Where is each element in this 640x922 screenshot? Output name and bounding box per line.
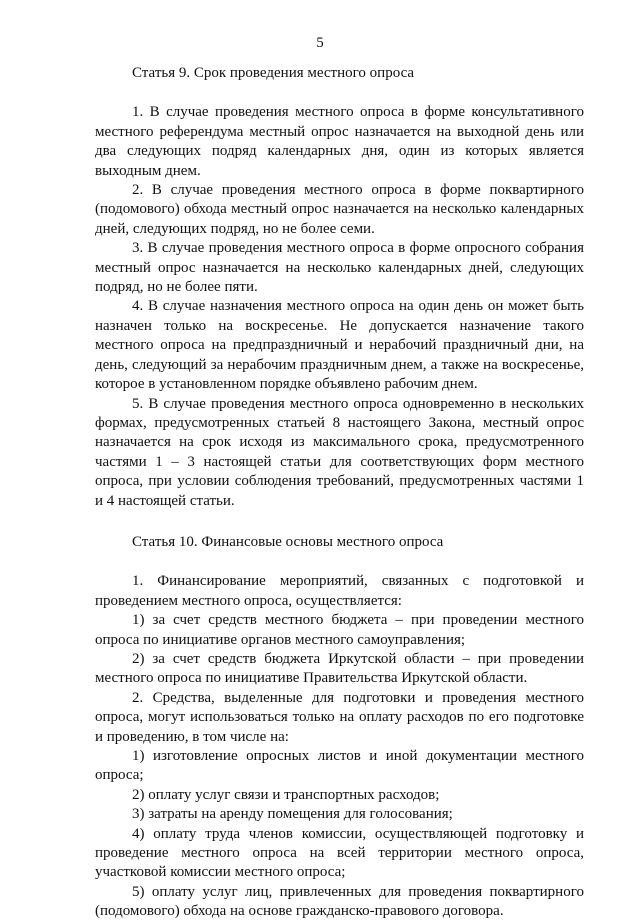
page-number: 5	[316, 35, 324, 51]
document-body	[95, 64, 584, 922]
article-10-paragraph: 1) изготовление опросных листов и иной документации местного опроса;	[95, 748, 584, 784]
spacer	[95, 552, 584, 572]
article-10	[95, 533, 584, 922]
spacer	[95, 83, 584, 103]
article-10-paragraph: 1) за счет средств местного бюджета – при проведении местного опроса по инициативе органов местного самоуправления;	[95, 612, 584, 648]
article-10-paragraph: 2) за счет средств бюджета Иркутской области – при проведении местного опроса по инициативе Правительства Иркутской области.	[95, 650, 584, 687]
article-10-paragraph: 2) оплату услуг связи и транспортных расходов;	[132, 786, 440, 803]
article-10-paragraph: 3) затраты на аренду помещения для голосования;	[132, 806, 453, 823]
article-10-paragraph: 1. Финансирование мероприятий, связанных с подготовкой и проведением местного опроса, осуществляется:	[95, 573, 584, 609]
article-10-paragraph: 2. Средства, выделенные для подготовки и проведения местного опроса, могут использоваться только на оплату расходов по его подготовке и проведению, в том числе на:	[95, 689, 584, 745]
article-9	[95, 64, 584, 511]
article-9-paragraph: 4. В случае назначения местного опроса на один день он может быть назначен только на воскресенье. Не допускается назначение такого местного опроса на предпраздничный и нерабочий праздничный дни, на день, следующий за нерабочим праздничным днем, а также на воскресенье, которое в установленном порядке объявлено рабочим днем.	[95, 298, 584, 393]
article-10-paragraph: 4) оплату труда членов комиссии, осуществляющей подготовку и проведение местного опроса на всей территории местного опроса, участковой комиссии местного опроса;	[95, 825, 584, 881]
article-10-heading: Статья 10. Финансовые основы местного опроса	[132, 533, 444, 550]
article-9-paragraph: 3. В случае проведения местного опроса в форме опросного собрания местный опрос назначается на несколько календарных дней, следующих подряд, но не более пяти.	[95, 240, 584, 296]
article-9-heading: Статья 9. Срок проведения местного опроса	[132, 65, 415, 81]
article-9-paragraph: 5. В случае проведения местного опроса одновременно в нескольких формах, предусмотренных статьей 8 настоящего Закона, местный опрос назначается на срок исходя из максимального срока, предусмотренного частями 1 – 3 настоящей статьи для соответствующих форм местного опроса, при условии соблюдения требований, предусмотренных частями 1 и 4 настоящей статьи.	[95, 395, 584, 509]
article-10-paragraph: 5) оплату услуг лиц, привлеченных для проведения поквартирного (подомового) обхода на основе гражданско-правового договора.	[95, 883, 584, 920]
spacer	[95, 511, 584, 533]
article-9-paragraph: 2. В случае проведения местного опроса в форме поквартирного (подомового) обхода местный опрос назначается на несколько календарных дней, следующих подряд, но не более семи.	[95, 182, 584, 237]
article-9-paragraph: 1. В случае проведения местного опроса в форме консультативного местного референдума местный опрос назначается на выходной день или два следующих подряд календарных дня, один из которых является выходным днем.	[95, 104, 584, 179]
